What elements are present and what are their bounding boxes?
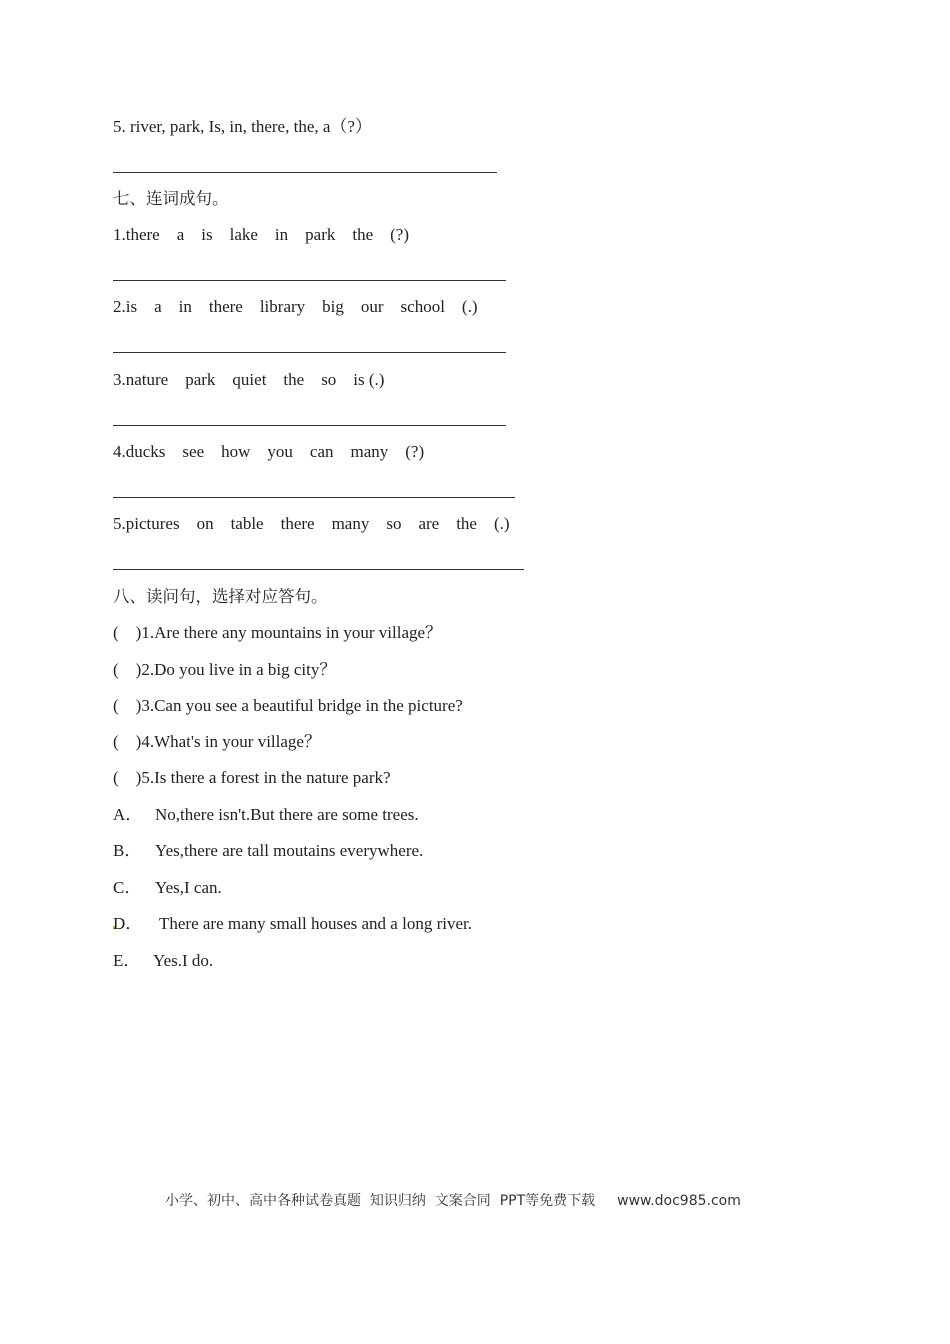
footer-url[interactable]: www.doc985.com [617,1193,741,1209]
option-a [113,805,419,825]
answer-line [113,172,497,173]
prev-item: 5. river, park, Is, in, there, the, a（?） [113,117,372,136]
footer [165,1190,741,1210]
question-5: ( )5.Is there a forest in the nature park? [113,768,391,787]
option-text: Yes,I can. [155,878,222,897]
question-3: ( )3.Can you see a beautiful bridge in the picture? [113,696,463,715]
option-letter: E． [113,951,141,970]
section7-heading: 七、连词成句。 [113,189,229,208]
question-4: ( )4.What's in your village？ [113,732,321,751]
section8-heading: 八、读问句，选择对应答句。 [113,587,328,606]
option-d [113,914,472,934]
option-text: Yes,there are tall moutains everywhere. [155,841,424,860]
answer-line [113,497,515,498]
option-letter: B． [113,841,142,860]
question-1: ( )1.Are there any mountains in your village？ [113,623,443,642]
option-letter: C． [113,878,142,897]
option-e [113,951,213,971]
option-letter: A． [113,805,143,824]
option-letter: D． [113,914,143,933]
option-text: No,there isn't.But there are some trees. [155,805,419,824]
answer-line [113,425,506,426]
section7-item-1: 1.there a is lake in park the (?) [113,225,409,244]
section7-item-5: 5.pictures on table there many so are the (.) [113,514,510,533]
answer-line [113,280,506,281]
answer-line [113,569,524,570]
option-b [113,841,423,861]
option-c [113,878,222,898]
option-text: There are many small houses and a long river. [159,914,472,933]
option-text: Yes.I do. [153,951,214,970]
section7-item-4: 4.ducks see how you can many (?) [113,442,425,461]
section7-item-2: 2.is a in there library big our school (.) [113,297,478,316]
question-2: ( )2.Do you live in a big city？ [113,660,337,679]
section7-item-3: 3.nature park quiet the so is (.) [113,370,385,389]
answer-line [113,352,506,353]
footer-text: 小学、初中、高中各种试卷真题 知识归纳 文案合同 PPT等免费下载 [165,1193,596,1209]
